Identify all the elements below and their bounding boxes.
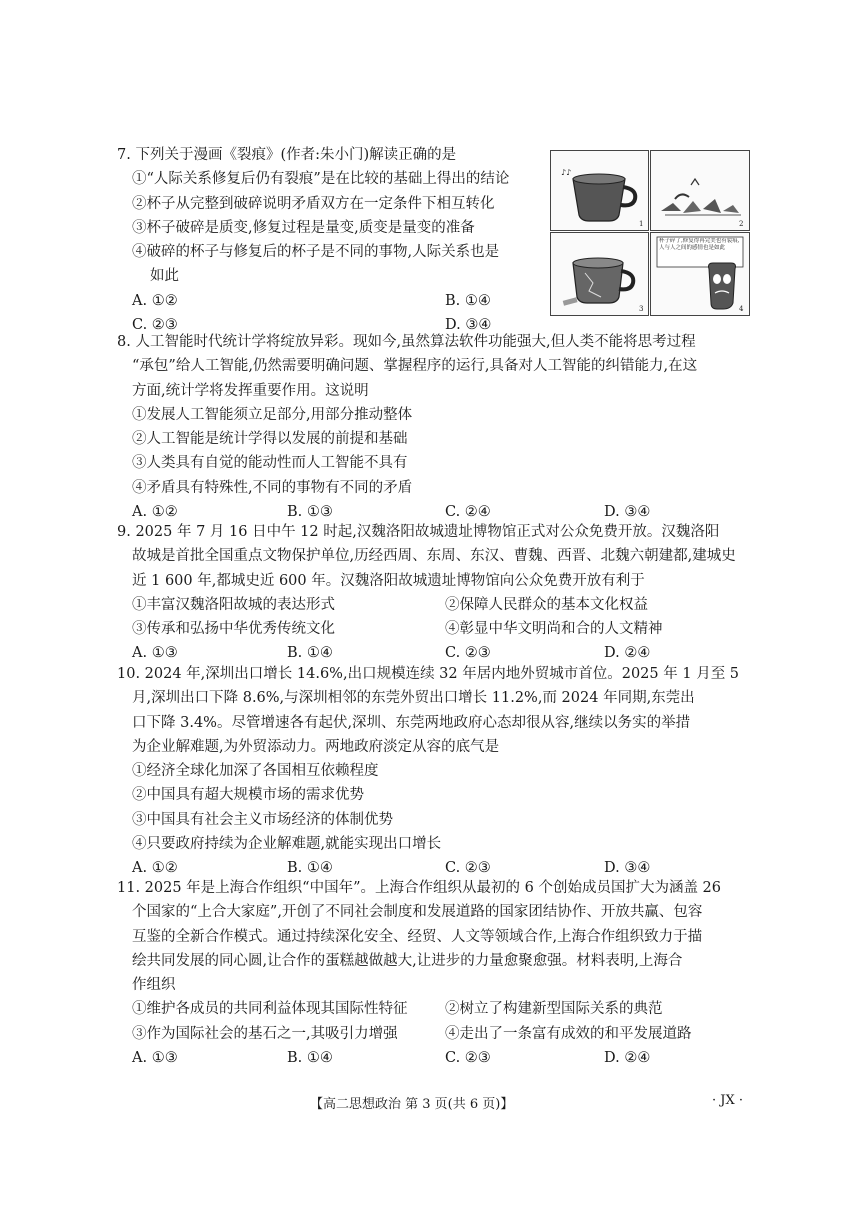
question-stem-line: 11. 2025 年是上海合作组织“中国年”。上海合作组织从最初的 6 个创始成员国扩大为涵盖 26 [117, 880, 722, 896]
answer-row [117, 289, 547, 313]
panel-number: 3 [639, 305, 644, 313]
question-stem-line: 个国家的“上合大家庭”,开创了不同社会制度和发展道路的国家团结协作、开放共赢、包容 [132, 904, 703, 921]
option-1: ①丰富汉魏洛阳故城的表达形式 [132, 596, 335, 613]
panel-number: 4 [739, 305, 744, 313]
answer-row [117, 1046, 757, 1070]
question-10 [117, 662, 757, 881]
answer-b: B. ①④ [445, 292, 491, 309]
page-footer-code: · JX · [712, 1093, 743, 1108]
answer-d: D. ②④ [604, 645, 651, 662]
option-3: ③人类具有自觉的能动性而人工智能不具有 [132, 455, 408, 472]
question-stem-line: 方面,统计学将发挥重要作用。这说明 [132, 382, 369, 399]
question-9 [117, 520, 757, 666]
page-footer-info: 【高二思想政治 第 3 页(共 6 页)】 [310, 1097, 514, 1112]
option-1: ①维护各成员的共同利益体现其国际性特征 [132, 1001, 408, 1018]
question-stem-line: 绘共同发展的同心圆,让合作的蛋糕越做越大,让进步的力量愈聚愈强。材料表明,上海合 [132, 952, 683, 969]
question-stem-line: 近 1 600 年,都城史近 600 年。汉魏洛阳故城遗址博物馆向公众免费开放有利于 [132, 572, 645, 589]
answer-c: C. ②③ [445, 645, 491, 662]
answer-a: A. ①② [132, 860, 178, 877]
answer-d: D. ③④ [604, 504, 651, 521]
question-stem-line: 作组织 [132, 977, 176, 994]
option-2: ②人工智能是统计学得以发展的前提和基础 [132, 431, 408, 448]
question-stem-line: 互鉴的全新合作模式。通过持续深化安全、经贸、人文等领域合作,上海合作组织致力于描 [132, 928, 703, 945]
option-3: ③杯子破碎是质变,修复过程是量变,质变是量变的准备 [132, 219, 475, 236]
answer-a: A. ①② [132, 292, 178, 309]
option-2: ②杯子从完整到破碎说明矛盾双方在一定条件下相互转化 [132, 195, 495, 212]
option-1: ①经济全球化加深了各国相互依赖程度 [132, 763, 379, 780]
option-3: ③中国具有社会主义市场经济的体制优势 [132, 811, 393, 828]
question-11 [117, 876, 757, 1070]
option-row [117, 617, 757, 641]
panel-number: 2 [739, 220, 744, 228]
comic-panel-4 [650, 232, 750, 316]
panel-number: 1 [639, 220, 644, 228]
question-8 [117, 330, 757, 524]
question-stem-line: 口下降 3.4%。尽管增速各有起伏,深圳、东莞两地政府心态却很从容,继续以务实的举措 [132, 714, 691, 731]
answer-d: D. ③④ [604, 860, 651, 877]
intact-cup-illustration [551, 151, 648, 230]
answer-c: C. ②③ [445, 860, 491, 877]
option-row [117, 593, 757, 617]
comic-panel-1 [550, 150, 649, 231]
answer-a: A. ①② [132, 504, 178, 521]
answer-c: C. ②③ [132, 317, 178, 334]
comic-crack [550, 150, 750, 314]
option-row [117, 1022, 757, 1046]
option-4: ④走出了一条富有成效的和平发展道路 [445, 1025, 692, 1042]
question-7 [117, 143, 547, 337]
option-2: ②中国具有超大规模市场的需求优势 [132, 787, 364, 804]
option-1: ①“人际关系修复后仍有裂痕”是在比较的基础上得出的结论 [132, 171, 510, 188]
option-4: ④彰显中华文明尚和合的人文精神 [445, 621, 663, 638]
comic-panel-3 [550, 232, 649, 316]
question-stem-line: 月,深圳出口下降 8.6%,与深圳相邻的东莞外贸出口增长 11.2%,而 2024 年同期,东莞出 [132, 690, 695, 707]
question-stem-line: 8. 人工智能时代统计学将绽放异彩。现如今,虽然算法软件功能强大,但人类不能将思考过程 [117, 334, 696, 350]
question-stem-line: “承包”给人工智能,仍然需要明确问题、掌握程序的运行,具备对人工智能的纠错能力,在这 [132, 358, 698, 375]
option-4: ④矛盾具有特殊性,不同的事物有不同的矛盾 [132, 479, 413, 496]
cup-with-speech-illustration [651, 233, 749, 315]
answer-d: D. ②④ [604, 1050, 651, 1067]
option-4: ④破碎的杯子与修复后的杯子是不同的事物,人际关系也是 [132, 244, 500, 261]
answer-c: C. ②③ [445, 1050, 491, 1067]
broken-cup-illustration [651, 151, 749, 230]
question-stem: 7. 下列关于漫画《裂痕》(作者:朱小门)解读正确的是 [117, 147, 457, 163]
option-3: ③作为国际社会的基石之一,其吸引力增强 [132, 1025, 398, 1042]
answer-c: C. ②④ [445, 504, 491, 521]
question-stem-line: 9. 2025 年 7 月 16 日中午 12 时起,汉魏洛阳故城遗址博物馆正式对公众免费开放。汉魏洛阳 [117, 524, 720, 540]
speech-bubble-text: 杯子碎了,修复得再完美也有裂痕,人与人之间的感情也是如此 [659, 238, 740, 251]
comic-panel-2 [650, 150, 750, 231]
repaired-cup-illustration [551, 233, 648, 315]
option-3: ③传承和弘扬中华优秀传统文化 [132, 621, 335, 638]
answer-b: B. ①④ [287, 1050, 333, 1067]
question-stem-line: 为企业解难题,为外贸添动力。两地政府淡定从容的底气是 [132, 738, 500, 755]
option-4: ④只要政府持续为企业解难题,就能实现出口增长 [132, 836, 442, 853]
option-row [117, 997, 757, 1021]
option-2: ②保障人民群众的基本文化权益 [445, 596, 648, 613]
answer-d: D. ③④ [445, 317, 492, 334]
option-2: ②树立了构建新型国际关系的典范 [445, 1001, 663, 1018]
answer-b: B. ①④ [287, 860, 333, 877]
svg-text:♪♪: ♪♪ [561, 168, 572, 177]
question-stem-line: 10. 2024 年,深圳出口增长 14.6%,出口规模连续 32 年居内地外贸城市首位。2025 年 1 月至 5 [117, 666, 740, 682]
option-4-continued: 如此 [150, 268, 179, 285]
answer-a: A. ①③ [132, 645, 178, 662]
answer-a: A. ①③ [132, 1050, 178, 1067]
question-stem-line: 故城是首批全国重点文物保护单位,历经西周、东周、东汉、曹魏、西晋、北魏六朝建都,建城史 [132, 548, 736, 565]
answer-b: B. ①④ [287, 645, 333, 662]
answer-b: B. ①③ [287, 504, 333, 521]
option-1: ①发展人工智能须立足部分,用部分推动整体 [132, 406, 413, 423]
